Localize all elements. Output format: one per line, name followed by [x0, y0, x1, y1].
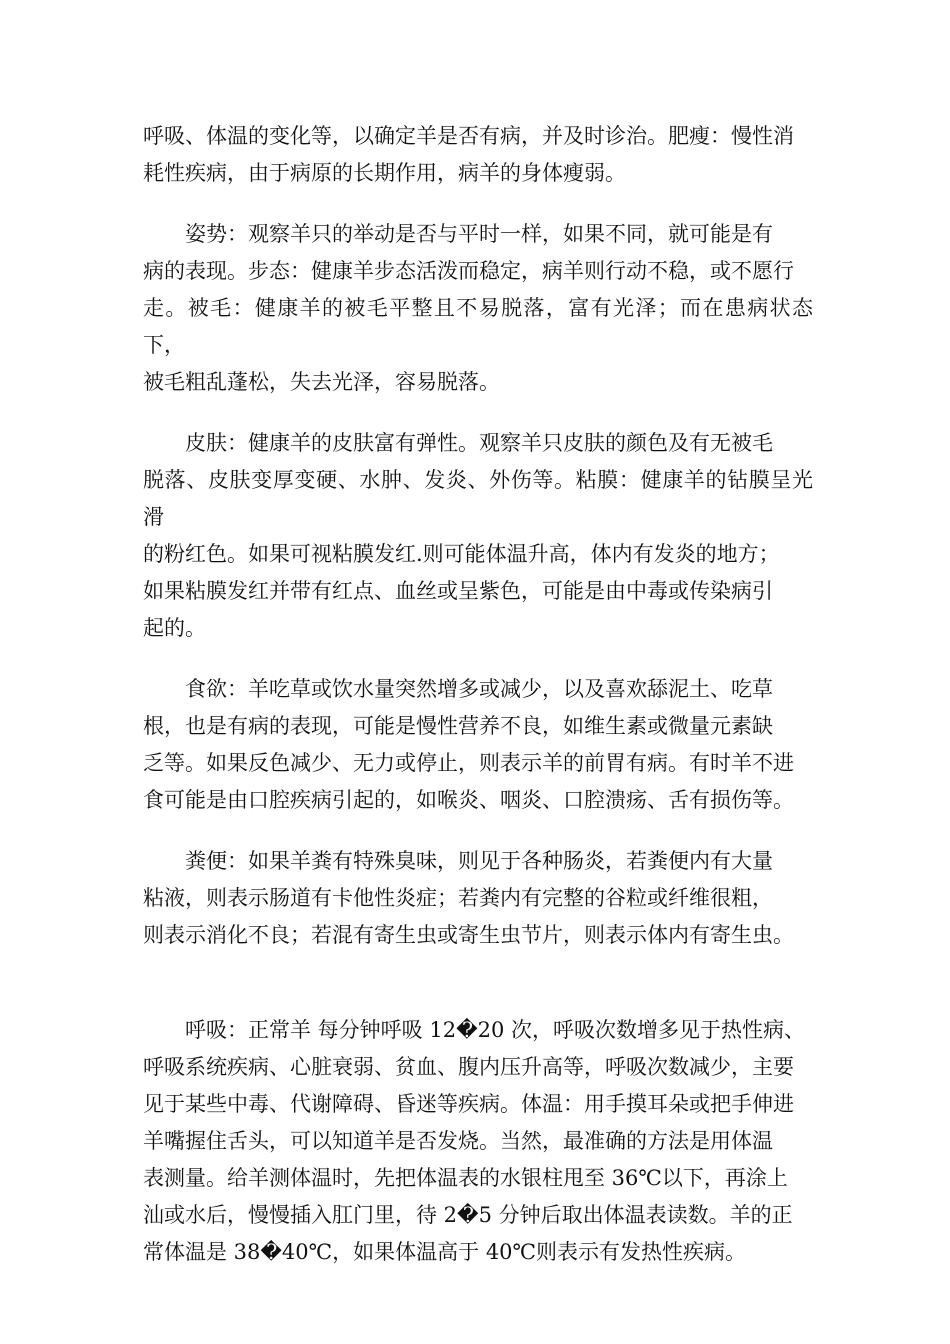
text-line: 耗性疾病，由于病原的长期作用，病羊的身体瘦弱。: [143, 161, 626, 185]
text-line: 如果粘膜发红并带有红点、血丝或呈紫色，可能是由中毒或传染病引: [143, 579, 773, 603]
text-line: 粘液，则表示肠道有卡他性炎症；若粪内有完整的谷粒或纤维很粗，: [143, 886, 773, 910]
text-line: 根，也是有病的表现，可能是慢性营养不良，如维生素或微量元素缺: [143, 714, 773, 738]
paragraph-skin: [143, 425, 813, 647]
text-line: 食可能是由口腔疾病引起的，如喉炎、咽炎、口腔溃疡、舌有损伤等。: [143, 788, 794, 812]
text-line: 病的表现。步态：健康羊步态活泼而稳定，病羊则行动不稳，或不愿行: [143, 259, 794, 283]
paragraph-appetite: [143, 671, 813, 819]
text-line: 常体温是 38�40℃，如果体温高于 40℃则表示有发热性疾病。: [143, 1240, 747, 1264]
text-line: 呼吸系统疾病、心脏衰弱、贫血、腹内压升高等，呼吸次数减少，主要: [143, 1055, 794, 1079]
text-line: 皮肤：健康羊的皮肤富有弹性。观察羊只皮肤的颜色及有无被毛: [185, 431, 773, 455]
text-line: 呼吸：正常羊 每分钟呼吸 12�20 次，呼吸次数增多见于热性病、: [185, 1018, 806, 1042]
text-line: 见于某些中毒、代谢障碍、昏迷等疾病。体温：用手摸耳朵或把手伸进: [143, 1092, 794, 1116]
document-body: [143, 118, 813, 1271]
text-line: 表测量。给羊测体温时，先把体温表的水银柱甩至 36℃以下，再涂上: [143, 1166, 788, 1190]
text-line: 呼吸、体温的变化等，以确定羊是否有病，并及时诊治。肥瘦：慢性消: [143, 124, 794, 148]
text-line: 羊嘴握住舌头，可以知道羊是否发烧。当然，最准确的方法是用体温: [143, 1129, 773, 1153]
text-line: 粪便：如果羊粪有特殊臭味，则见于各种肠炎，若粪便内有大量: [185, 849, 773, 873]
text-line: 脱落、皮肤变厚变硬、水肿、发炎、外伤等。粘膜：健康羊的钻膜呈光滑: [143, 468, 813, 529]
text-line: 则表示消化不良；若混有寄生虫或寄生虫节片，则表示体内有寄生虫。: [143, 923, 794, 947]
text-line: 食欲：羊吃草或饮水量突然增多或减少，以及喜欢舔泥土、吃草: [185, 677, 773, 701]
text-line: 起的。: [143, 616, 206, 640]
paragraph-respiration-temperature: [143, 1012, 813, 1271]
text-line: 姿势：观察羊只的举动是否与平时一样，如果不同，就可能是有: [185, 222, 773, 246]
text-line: 被毛粗乱蓬松，失去光泽，容易脱落。: [143, 370, 500, 394]
paragraph-feces: [143, 843, 813, 954]
paragraph-breathing-continued: [143, 118, 813, 192]
text-line: 汕或水后，慢慢插入肛门里，待 2�5 分钟后取出体温表读数。羊的正: [143, 1203, 793, 1227]
text-line: 乏等。如果反色减少、无力或停止，则表示羊的前胃有病。有时羊不进: [143, 751, 794, 775]
text-line: 的粉红色。如果可视粘膜发红.则可能体温升高，体内有发炎的地方；: [143, 542, 780, 566]
paragraph-posture: [143, 216, 813, 401]
text-line: 走。被毛：健康羊的被毛平整且不易脱落，富有光泽；而在患病状态下，: [143, 296, 813, 357]
